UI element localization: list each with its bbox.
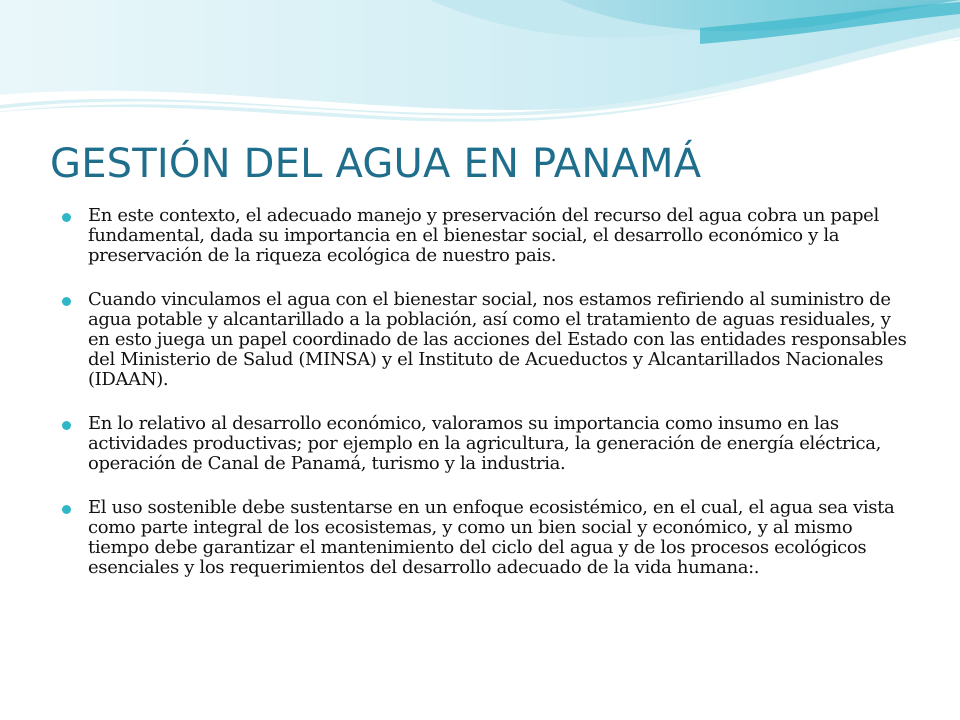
list-item [62, 290, 910, 390]
bullet-icon [62, 297, 71, 306]
list-item [62, 498, 910, 578]
bullet-text: Cuando vinculamos el agua con el bienestar social, nos estamos refiriendo al suministro de agua potable y alcantarillado a la población, así como el tratamiento de aguas residuales, y en esto juega un papel coordinado de las acciones del Estado con las entidades responsables del Ministerio de Salud (MINSA) y el Instituto de Acueductos y Alcantarillados Nacionales (IDAAN). [88, 289, 907, 390]
slide-title: GESTIÓN DEL AGUA EN PANAMÁ [50, 141, 702, 187]
header-wave-decoration [0, 0, 960, 130]
bullet-text: En lo relativo al desarrollo económico, valoramos su importancia como insumo en las actividades productivas; por ejemplo en la agricultura, la generación de energía eléctrica, operación de Canal de Panamá, turismo y la industria. [88, 413, 882, 474]
bullet-list [62, 206, 910, 602]
bullet-icon [62, 213, 71, 222]
list-item [62, 414, 910, 474]
bullet-icon [62, 421, 71, 430]
bullet-icon [62, 505, 71, 514]
list-item [62, 206, 910, 266]
bullet-text: En este contexto, el adecuado manejo y preservación del recurso del agua cobra un papel fundamental, dada su importancia en el bienestar social, el desarrollo económico y la preservación de la riqueza ecológica de nuestro pais. [88, 205, 879, 266]
bullet-text: El uso sostenible debe sustentarse en un enfoque ecosistémico, en el cual, el agua sea vista como parte integral de los ecosistemas, y como un bien social y económico, y al mismo tiempo debe garantizar el mantenimiento del ciclo del agua y de los procesos ecológicos esenciales y los requerimientos del desarrollo adecuado de la vida humana:. [88, 497, 895, 578]
